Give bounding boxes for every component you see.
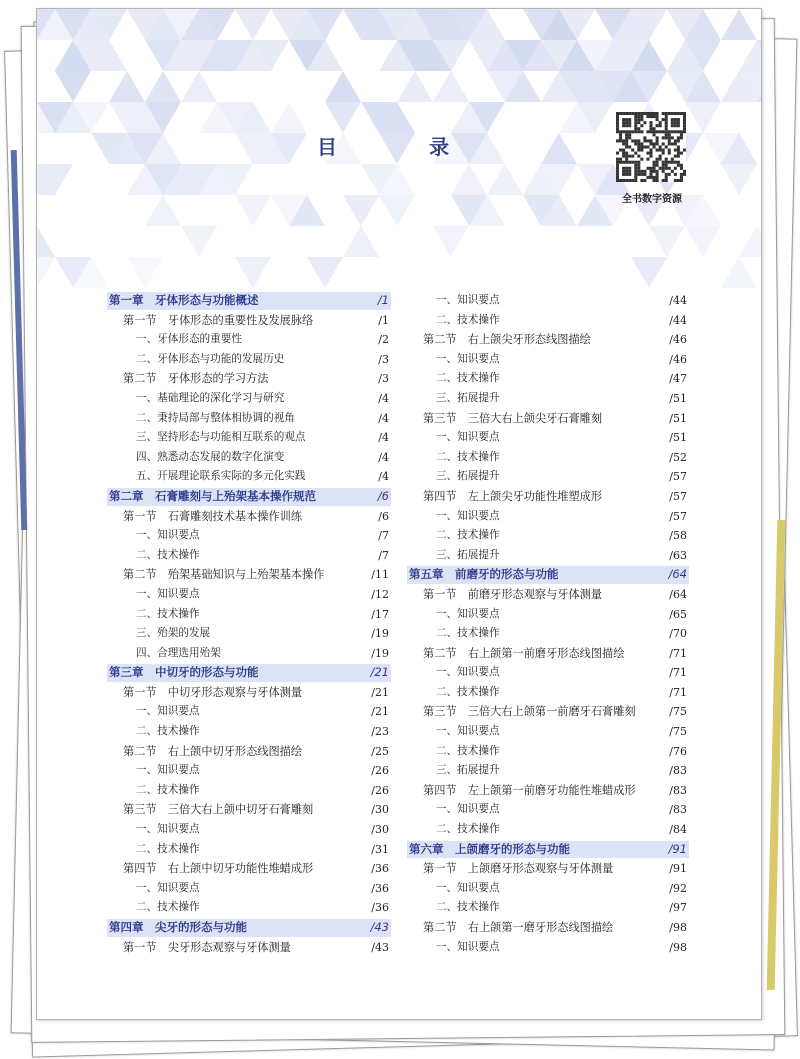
toc-page-number: /3: [378, 372, 389, 386]
toc-item-row[interactable]: [409, 428, 687, 448]
toc-page-number: /97: [669, 901, 687, 915]
toc-page-number: /36: [371, 862, 389, 876]
toc-page-number: /25: [371, 744, 389, 758]
toc-page-number: /4: [378, 470, 389, 484]
toc-page-number: /46: [669, 352, 687, 366]
toc-section-row[interactable]: [409, 409, 687, 429]
pattern-triangle: [685, 102, 721, 133]
toc-entry-title: 第四节 左上颌尖牙功能性堆塑成形: [423, 489, 603, 503]
toc-entry-title: 第一节 前磨牙形态观察与牙体测量: [423, 587, 603, 601]
toc-entry-title: 第一节 中切牙形态观察与牙体测量: [123, 685, 303, 699]
toc-item-row[interactable]: [409, 605, 687, 625]
toc-item-row[interactable]: [409, 467, 687, 487]
toc-entry-title: 第三节 三倍大右上颌第一前磨牙石膏雕刻: [423, 705, 636, 719]
toc-entry-title: 二、技术操作: [436, 372, 500, 385]
toc-page-number: /3: [378, 352, 389, 366]
toc-entry-title: 第三节 三倍大右上颌中切牙石膏雕刻: [123, 803, 314, 817]
toc-section-row[interactable]: [409, 859, 687, 879]
toc-page-number: /75: [669, 725, 687, 739]
toc-item-row[interactable]: [409, 448, 687, 468]
toc-item-row[interactable]: [109, 467, 389, 487]
toc-entry-title: 第三节 三倍大右上颌尖牙石膏雕刻: [423, 411, 603, 425]
toc-page-number: /31: [371, 842, 389, 856]
toc-entry-title: 五、开展理论联系实际的多元化实践: [136, 470, 306, 483]
toc-chapter-row[interactable]: [109, 918, 389, 938]
toc-chapter-row[interactable]: [409, 565, 687, 585]
toc-page-number: /11: [371, 568, 389, 582]
pattern-triangle: [235, 195, 271, 226]
toc-page-number: /71: [669, 646, 687, 660]
toc-entry-title: 第二章 石膏雕刻与上殆架基本操作规范: [109, 488, 316, 503]
toc-page-number: /19: [371, 646, 389, 660]
toc-page-number: /19: [371, 627, 389, 641]
toc-item-row[interactable]: [109, 624, 389, 644]
toc-item-row[interactable]: [409, 526, 687, 546]
toc-item-row[interactable]: [109, 702, 389, 722]
toc-entry-title: 一、知识要点: [436, 803, 500, 816]
toc-entry-title: 二、技术操作: [136, 548, 200, 561]
toc-item-row[interactable]: [409, 507, 687, 527]
toc-section-row[interactable]: [409, 781, 687, 801]
toc-page-number: /76: [669, 744, 687, 758]
toc-chapter-row[interactable]: [409, 840, 687, 860]
toc-page: [36, 8, 762, 1020]
pattern-triangle: [127, 257, 163, 288]
pattern-triangle: [271, 102, 307, 133]
toc-page-number: /21: [370, 665, 389, 680]
toc-section-row[interactable]: [109, 742, 389, 762]
toc-section-row[interactable]: [409, 585, 687, 605]
toc-page-number: /26: [371, 764, 389, 778]
toc-entry-title: 第二节 右上颌中切牙形态线图描绘: [123, 744, 303, 758]
toc-entry-title: 第四节 左上颌第一前磨牙功能性堆蜡成形: [423, 783, 636, 797]
toc-page-number: /4: [378, 450, 389, 464]
toc-entry-title: 三、拓展提升: [436, 764, 500, 777]
toc-section-row[interactable]: [409, 644, 687, 664]
toc-item-row[interactable]: [409, 663, 687, 683]
toc-section-row[interactable]: [409, 487, 687, 507]
pattern-triangle: [739, 226, 761, 257]
toc-page-number: /51: [669, 411, 687, 425]
toc-entry-title: 一、知识要点: [436, 431, 500, 444]
toc-page-number: /83: [669, 803, 687, 817]
toc-page-number: /91: [669, 862, 687, 876]
toc-page-number: /44: [669, 313, 687, 327]
toc-entry-title: 第一节 上颌磨牙形态观察与牙体测量: [423, 862, 614, 876]
pattern-triangle: [379, 195, 415, 226]
toc-entry-title: 第四节 右上颌中切牙功能性堆蜡成形: [123, 862, 314, 876]
toc-page-number: /71: [669, 685, 687, 699]
toc-entry-title: 三、殆架的发展: [136, 627, 211, 640]
toc-item-row[interactable]: [109, 879, 389, 899]
toc-entry-title: 第二节 右上颌第一前磨牙形态线图描绘: [423, 646, 625, 660]
toc-item-row[interactable]: [109, 350, 389, 370]
toc-section-row[interactable]: [109, 859, 389, 879]
pattern-triangle: [181, 226, 217, 257]
toc-page-number: /92: [669, 881, 687, 895]
toc-item-row[interactable]: [109, 820, 389, 840]
toc-page-number: /57: [669, 509, 687, 523]
toc-page-number: /26: [371, 783, 389, 797]
toc-entry-title: 第二节 右上颌第一磨牙形态线图描绘: [423, 921, 614, 934]
pattern-triangle: [721, 257, 757, 288]
toc-entry-title: 一、知识要点: [136, 823, 200, 836]
pattern-triangle: [37, 226, 55, 257]
toc-page-number: /1: [378, 313, 389, 327]
toc-entry-title: 第二节 殆架基础知识与上殆架基本操作: [123, 568, 325, 582]
toc-column-right: [409, 291, 687, 957]
toc-item-row[interactable]: [409, 820, 687, 840]
toc-page-number: /83: [669, 764, 687, 778]
toc-item-row[interactable]: [109, 761, 389, 781]
toc-page-number: /47: [669, 372, 687, 386]
toc-item-row[interactable]: [109, 605, 389, 625]
toc-item-row[interactable]: [109, 644, 389, 664]
toc-entry-title: 二、牙体形态与功能的发展历史: [136, 352, 285, 365]
toc-page-number: /30: [371, 803, 389, 817]
toc-entry-title: 第五章 前磨牙的形态与功能: [409, 567, 559, 582]
toc-entry-title: 一、知识要点: [436, 352, 500, 365]
toc-entry-title: 第二节 右上颌尖牙形态线图描绘: [423, 333, 591, 347]
toc-item-row[interactable]: [409, 879, 687, 899]
toc-entry-title: 二、技术操作: [136, 725, 200, 738]
toc-page-number: /43: [371, 940, 389, 954]
toc-item-row[interactable]: [409, 624, 687, 644]
toc-page-number: /43: [370, 920, 389, 934]
toc-page-number: /4: [378, 431, 389, 445]
toc-item-row[interactable]: [409, 311, 687, 331]
toc-entry-title: 第一节 牙体形态的重要性及发展脉络: [123, 313, 314, 327]
pattern-triangle: [739, 40, 761, 71]
toc-page-number: /51: [669, 431, 687, 445]
toc-entry-title: 第一节 尖牙形态观察与牙体测量: [123, 940, 291, 954]
toc-entry-title: 二、技术操作: [136, 607, 200, 620]
toc-page-number: /21: [371, 685, 389, 699]
pattern-triangle: [181, 71, 217, 102]
pattern-triangle: [145, 71, 181, 102]
toc-page-number: /46: [669, 333, 687, 347]
toc-entry-title: 第一节 石膏雕刻技术基本操作训练: [123, 509, 303, 523]
toc-entry-title: 二、技术操作: [436, 529, 500, 542]
toc-entry-title: 一、知识要点: [436, 940, 500, 953]
toc-entry-title: 第四章 尖牙的形态与功能: [109, 920, 247, 934]
pattern-triangle: [685, 226, 721, 257]
toc-item-row[interactable]: [409, 683, 687, 703]
pattern-triangle: [55, 71, 91, 102]
toc-item-row[interactable]: [109, 409, 389, 429]
toc-entry-title: 二、技术操作: [436, 450, 500, 463]
toc-page-number: /4: [378, 411, 389, 425]
toc-page-number: /65: [669, 607, 687, 621]
toc-entry-title: 三、拓展提升: [436, 470, 500, 483]
toc-page-number: /44: [669, 294, 687, 307]
pattern-triangle: [631, 257, 667, 288]
toc-page-number: /83: [669, 783, 687, 797]
toc-entry-title: 三、拓展提升: [436, 548, 500, 561]
toc-page-number: /17: [371, 607, 389, 621]
toc-page-number: /2: [378, 333, 389, 347]
toc-entry-title: 第一章 牙体形态与功能概述: [109, 293, 259, 307]
toc-entry-title: 一、牙体形态的重要性: [136, 333, 242, 346]
toc-entry-title: 二、技术操作: [436, 744, 500, 757]
toc-entry-title: 一、知识要点: [436, 881, 500, 894]
toc-page-number: /98: [669, 921, 687, 934]
toc-page-number: /64: [669, 587, 687, 601]
toc-entry-title: 一、知识要点: [136, 705, 200, 718]
toc-column-left: [109, 291, 389, 957]
toc-chapter-row[interactable]: [109, 487, 389, 507]
pattern-triangle: [487, 164, 523, 195]
pattern-triangle: [235, 9, 271, 40]
toc-entry-title: 二、技术操作: [136, 783, 200, 796]
toc-item-row[interactable]: [409, 742, 687, 762]
toc-entry-title: 二、技术操作: [436, 313, 500, 326]
pattern-triangle: [397, 71, 433, 102]
toc-entry-title: 一、知识要点: [436, 294, 500, 306]
toc-page-number: /6: [377, 488, 389, 503]
toc-page-number: /63: [669, 548, 687, 562]
toc-page-number: /91: [668, 841, 687, 856]
toc-item-row[interactable]: [109, 428, 389, 448]
toc-section-row[interactable]: [109, 565, 389, 585]
pattern-triangle: [433, 226, 469, 257]
toc-section-row[interactable]: [109, 800, 389, 820]
pattern-triangle: [109, 71, 145, 102]
pattern-triangle: [307, 257, 343, 288]
qr-code-icon[interactable]: [616, 112, 686, 182]
toc-item-row[interactable]: [109, 330, 389, 350]
toc-page-number: /64: [668, 567, 687, 582]
toc-entry-title: 一、知识要点: [436, 725, 500, 738]
toc-page-number: /57: [669, 470, 687, 484]
toc-entry-title: 一、基础理论的深化学习与研究: [136, 391, 285, 404]
toc-item-row[interactable]: [409, 546, 687, 566]
toc-entry-title: 一、知识要点: [136, 587, 200, 600]
toc-item-row[interactable]: [409, 369, 687, 389]
toc-page-number: /7: [378, 529, 389, 543]
toc-section-row[interactable]: [409, 918, 687, 938]
toc-page-number: /6: [378, 509, 389, 523]
toc-entry-title: 三、坚持形态与功能相互联系的观点: [136, 431, 306, 444]
toc-entry-title: 二、技术操作: [136, 901, 200, 914]
toc-section-row[interactable]: [109, 311, 389, 331]
toc-item-row[interactable]: [409, 800, 687, 820]
toc-entry-title: 二、技术操作: [436, 823, 500, 836]
toc-item-row[interactable]: [109, 840, 389, 860]
toc-entry-title: 一、知识要点: [136, 881, 200, 894]
toc-entry-title: 二、秉持局部与整体相协调的视角: [136, 411, 295, 424]
toc-page-number: /70: [669, 627, 687, 641]
toc-item-row[interactable]: [109, 526, 389, 546]
toc-page-number: /12: [371, 587, 389, 601]
toc-entry-title: 四、合理选用殆架: [136, 646, 221, 659]
toc-page-number: /30: [371, 823, 389, 837]
toc-item-row[interactable]: [409, 761, 687, 781]
toc-item-row[interactable]: [109, 898, 389, 918]
toc-item-row[interactable]: [409, 938, 687, 958]
toc-page-number: /36: [371, 901, 389, 915]
toc-chapter-row[interactable]: [109, 291, 389, 311]
toc-page-number: /84: [669, 823, 687, 837]
toc-page-number: /98: [669, 940, 687, 954]
pattern-triangle: [433, 71, 469, 102]
toc-chapter-row[interactable]: [109, 663, 389, 683]
toc-entry-title: 二、技术操作: [436, 627, 500, 640]
toc-item-row[interactable]: [109, 448, 389, 468]
toc-page-number: /58: [669, 529, 687, 543]
toc-entry-title: 一、知识要点: [436, 509, 500, 522]
toc-page-number: /52: [669, 450, 687, 464]
toc-page-number: /21: [371, 705, 389, 719]
toc-item-row[interactable]: [109, 781, 389, 801]
pattern-triangle: [145, 195, 181, 226]
pattern-triangle: [343, 226, 379, 257]
toc-item-row[interactable]: [409, 722, 687, 742]
pattern-triangle: [235, 257, 271, 288]
toc-entry-title: 一、知识要点: [436, 666, 500, 679]
toc-item-row[interactable]: [109, 722, 389, 742]
qr-caption: 全书数字资源: [622, 194, 682, 205]
toc-section-row[interactable]: [409, 702, 687, 722]
toc-section-row[interactable]: [409, 330, 687, 350]
toc-item-row[interactable]: [109, 585, 389, 605]
pattern-triangle: [721, 9, 757, 40]
toc-item-row[interactable]: [409, 389, 687, 409]
toc-entry-title: 二、技术操作: [436, 901, 500, 914]
toc-section-row[interactable]: [109, 938, 389, 958]
pattern-triangle: [325, 102, 361, 133]
toc-item-row[interactable]: [409, 350, 687, 370]
toc-page-number: /51: [669, 391, 687, 405]
pattern-triangle: [451, 164, 487, 195]
toc-entry-title: 二、技术操作: [436, 685, 500, 698]
toc-entry-title: 二、技术操作: [136, 842, 200, 855]
pattern-triangle: [37, 257, 55, 288]
toc-page-number: /23: [371, 725, 389, 739]
page-title: 目 录: [317, 135, 485, 159]
toc-page-number: /71: [669, 666, 687, 680]
toc-page-number: /57: [669, 489, 687, 503]
pattern-triangle: [325, 71, 361, 102]
toc-page-number: /36: [371, 881, 389, 895]
toc-entry-title: 四、熟悉动态发展的数字化演变: [136, 450, 285, 463]
pattern-triangle: [649, 226, 685, 257]
toc-entry-title: 第二节 牙体形态的学习方法: [123, 372, 269, 386]
toc-entry-title: 三、拓展提升: [436, 391, 500, 404]
toc-page-number: /1: [377, 293, 389, 307]
toc-page-number: /7: [378, 548, 389, 562]
toc-item-row[interactable]: [109, 389, 389, 409]
toc-entry-title: 一、知识要点: [136, 764, 200, 777]
toc-entry-title: 一、知识要点: [136, 529, 200, 542]
pattern-triangle: [343, 195, 379, 226]
toc-entry-title: 第三章 中切牙的形态与功能: [109, 665, 259, 680]
toc-section-row[interactable]: [109, 507, 389, 527]
toc-section-row[interactable]: [109, 369, 389, 389]
toc-page-number: /4: [378, 391, 389, 405]
toc-item-row[interactable]: [109, 546, 389, 566]
toc-section-row[interactable]: [109, 683, 389, 703]
toc-page-number: /75: [669, 705, 687, 719]
toc-entry-title: 一、知识要点: [436, 607, 500, 620]
pattern-triangle: [721, 164, 757, 195]
toc-item-row[interactable]: [409, 291, 687, 311]
toc-entry-title: 第六章 上颌磨牙的形态与功能: [409, 841, 570, 856]
toc-item-row[interactable]: [409, 898, 687, 918]
